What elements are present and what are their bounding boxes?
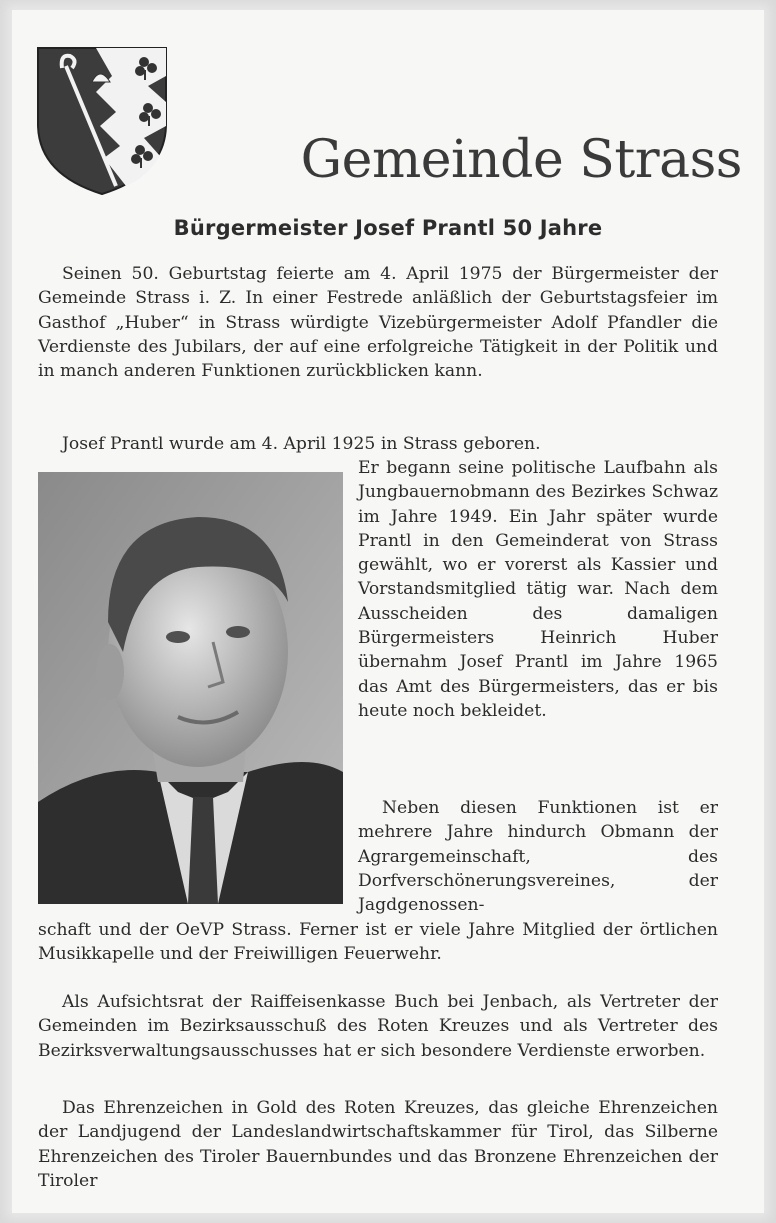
paragraph-4-text: Als Aufsichtsrat der Raiffeisenkasse Buch bei Jenbach, als Vertreter der Gemeinden im Bezirksausschuß des Roten Kreuzes und als Vertreter des Bezirksverwaltungsausschusses hat er sich besondere Verdienste erworben.	[38, 992, 718, 1061]
article-headline: Bürgermeister Josef Prantl 50 Jahre	[173, 216, 603, 240]
portrait-photo-icon	[38, 472, 343, 904]
coat-of-arms-icon	[36, 46, 168, 196]
paragraph-1	[38, 262, 718, 383]
paragraph-3-continued	[38, 918, 718, 967]
paragraph-2-lead-text: Josef Prantl wurde am 4. April 1925 in Strass geboren.	[62, 434, 541, 454]
paragraph-1-text: Seinen 50. Geburtstag feierte am 4. April 1975 der Bürgermeister der Gemeinde Strass i. Z. In einer Festrede anläßlich der Geburtstagsfeier im Gasthof „Huber“ in Strass würdigte Vizebürgermeister Adolf Pfandler die Verdienste des Jubilars, der auf eine erfolgreiche Tätigkeit in der Politik und in manch anderen Funktionen zurückblicken kann.	[38, 264, 718, 382]
paragraph-5	[38, 1096, 718, 1193]
paragraph-3-column	[358, 796, 718, 917]
paragraph-3-rest-text: schaft und der OeVP Strass. Ferner ist er viele Jahre Mitglied der örtlichen Musikkapelle und der Freiwilligen Feuerwehr.	[38, 920, 718, 965]
paragraph-2-column	[358, 456, 718, 723]
paragraph-3-column-text: Neben diesen Funktionen ist er mehrere Jahre hindurch Obmann der Agrargemeinschaft, des Dorfverschönerungsvereines, der Jagdgenossen-	[358, 798, 718, 916]
paragraph-4	[38, 990, 718, 1063]
paragraph-5-text: Das Ehrenzeichen in Gold des Roten Kreuzes, das gleiche Ehrenzeichen der Landjugend der Landeslandwirtschaftskammer für Tirol, das Silberne Ehrenzeichen des Tiroler Bauernbundes und das Bronzene Ehrenzeichen der Tiroler	[38, 1098, 718, 1191]
newspaper-page	[12, 10, 764, 1213]
paragraph-2-column-text: Er begann seine politische Laufbahn als Jungbauernobmann des Bezirkes Schwaz im Jahre 1949. Ein Jahr später wurde Prantl in den Gemeinderat von Strass gewählt, wo er vorerst als Kassier und Vorstandsmitglied tätig war. Nach dem Ausscheiden des damaligen Bürgermeisters Heinrich Huber übernahm Josef Prantl im Jahre 1965 das Amt des Bürgermeisters, das er bis heute noch bekleidet.	[358, 458, 718, 721]
portrait-photo	[38, 472, 343, 904]
page-title: Gemeinde Strass	[300, 130, 742, 190]
paragraph-2-lead	[38, 432, 718, 456]
